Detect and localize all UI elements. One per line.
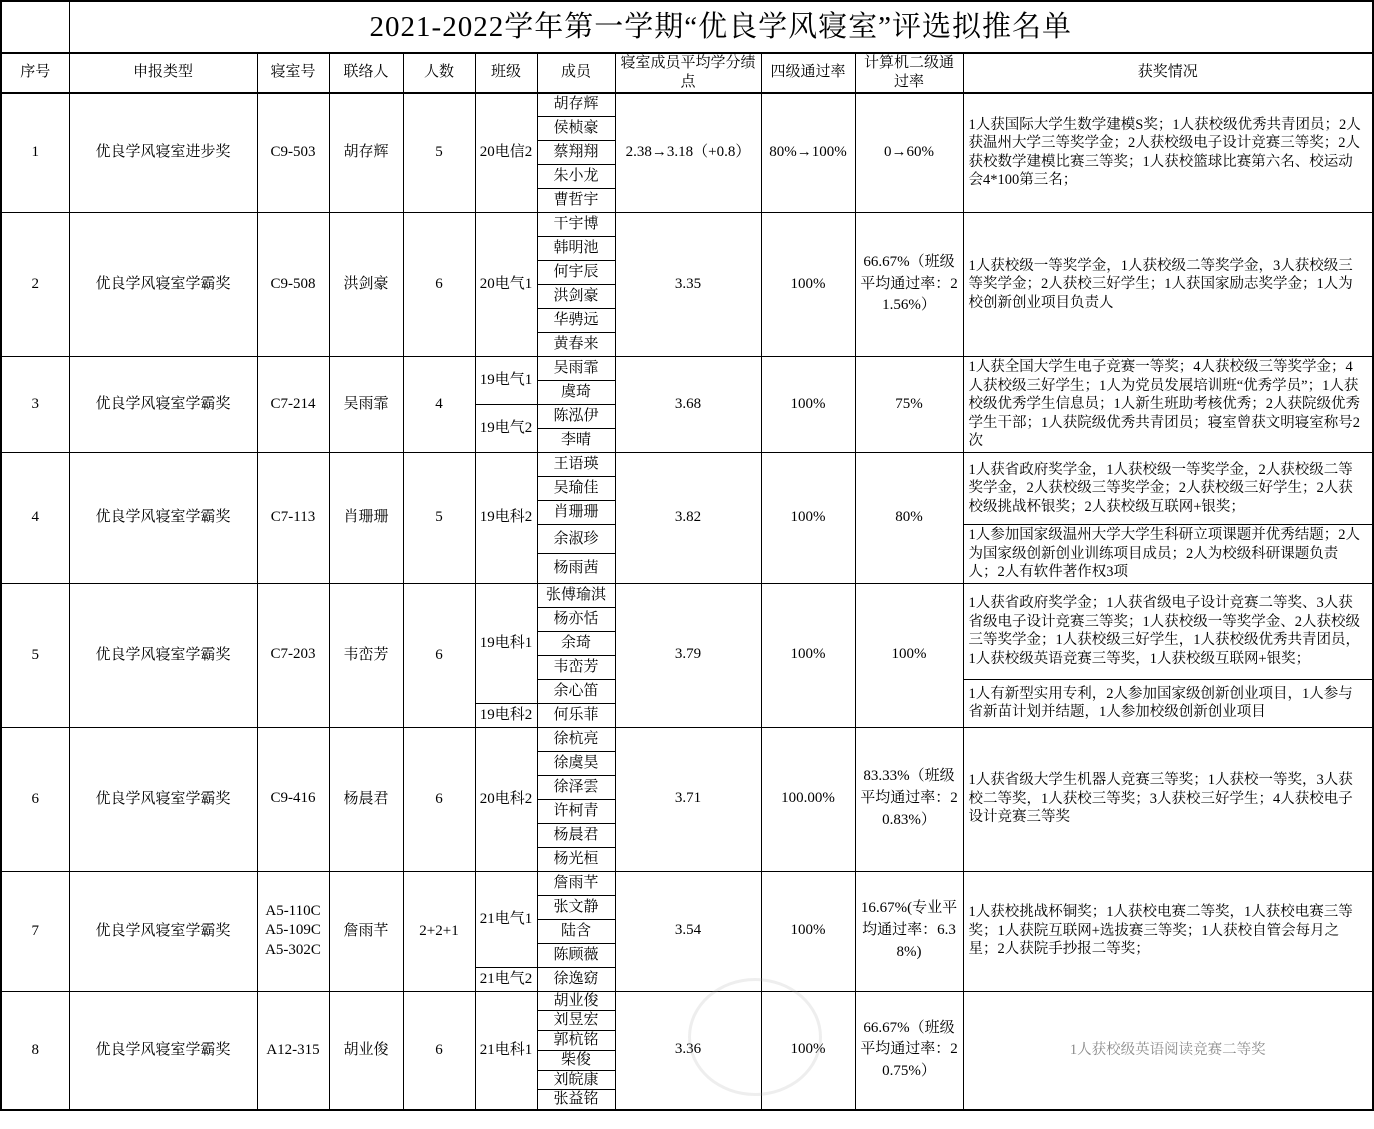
title-empty-cell (1, 1, 69, 53)
title-row (1, 1, 1373, 53)
member-cell: 洪剑豪 (537, 285, 615, 309)
count-cell: 5 (403, 453, 475, 584)
column-header-0: 序号 (1, 53, 69, 93)
seq-cell: 6 (1, 727, 69, 871)
contact-cell: 吴雨霏 (329, 357, 403, 453)
contact-cell: 詹雨芊 (329, 871, 403, 991)
computer-cell: 66.67%（班级平均通过率：21.56%） (855, 213, 963, 357)
member-cell: 杨光桓 (537, 847, 615, 871)
member-cell: 郭杭铭 (537, 1031, 615, 1051)
computer-cell: 75% (855, 357, 963, 453)
column-header-10: 获奖情况 (963, 53, 1373, 93)
member-cell: 吴雨霏 (537, 357, 615, 381)
class-cell: 20电信2 (475, 93, 537, 213)
awards-cell: 1人获校级一等奖学金，1人获校级二等奖学金，3人获校级三等奖学金；2人获校三好学生；1人获国家励志奖学金；1人为校创新创业项目负责人 (963, 213, 1373, 357)
count-cell: 6 (403, 727, 475, 871)
awards-cell: 1人获省级大学生机器人竞赛三等奖；1人获校一等奖，3人获校二等奖，1人获校三等奖；3人获校三好学生；4人获校电子设计竞赛三等奖 (963, 727, 1373, 871)
seq-cell: 8 (1, 991, 69, 1110)
member-cell: 肖珊珊 (537, 501, 615, 525)
awards-cell: 1人获省政府奖学金；1人获省级电子设计竞赛二等奖、3人获省级电子设计竞赛三等奖；1人获校级一等奖学金、2人获校级三等奖学金；1人获校级三好学生，1人获校级优秀共青团员，1人获校级英语竞赛三等奖，1人获校级互联网+银奖； (963, 583, 1373, 679)
type-cell: 优良学风寝室学霸奖 (69, 583, 257, 727)
member-cell: 张益铭 (537, 1090, 615, 1110)
member-cell: 杨亦恬 (537, 607, 615, 631)
member-row (1, 357, 1373, 381)
type-cell: 优良学风寝室学霸奖 (69, 991, 257, 1110)
member-cell: 何宇辰 (537, 261, 615, 285)
member-row (1, 727, 1373, 751)
column-header-4: 人数 (403, 53, 475, 93)
member-cell: 许柯青 (537, 799, 615, 823)
member-cell: 刘皖康 (537, 1070, 615, 1090)
computer-cell: 16.67%(专业平均通过率：6.38%) (855, 871, 963, 991)
contact-cell: 杨晨君 (329, 727, 403, 871)
cet4-cell: 100% (761, 357, 855, 453)
member-cell: 徐泽雲 (537, 775, 615, 799)
room-cell: C7-214 (257, 357, 329, 453)
gpa-cell: 3.71 (615, 727, 761, 871)
class-cell: 21电气2 (475, 967, 537, 991)
member-cell: 陆含 (537, 919, 615, 943)
cet4-cell: 100% (761, 583, 855, 727)
gpa-cell: 3.68 (615, 357, 761, 453)
column-header-5: 班级 (475, 53, 537, 93)
member-cell: 干宇博 (537, 213, 615, 237)
member-row (1, 583, 1373, 607)
class-cell: 21电气1 (475, 871, 537, 967)
member-cell: 张文静 (537, 895, 615, 919)
type-cell: 优良学风寝室进步奖 (69, 93, 257, 213)
awards-cell: 1人获省政府奖学金，1人获校级一等奖学金，2人获校级二等奖学金，2人获校级三等奖学金；2人获校级三好学生；2人获校级挑战杯银奖；2人获校级互联网+银奖； (963, 453, 1373, 525)
member-cell: 刘昱宏 (537, 1011, 615, 1031)
cet4-cell: 80%→100% (761, 93, 855, 213)
computer-cell: 0→60% (855, 93, 963, 213)
class-cell: 19电科2 (475, 453, 537, 584)
page-title: 2021-2022学年第一学期“优良学风寝室”评选拟推名单 (69, 1, 1373, 53)
count-cell: 5 (403, 93, 475, 213)
table-head (1, 1, 1373, 93)
column-header-9: 计算机二级通过率 (855, 53, 963, 93)
member-cell: 柴俊 (537, 1050, 615, 1070)
member-cell: 吴瑜佳 (537, 477, 615, 501)
member-cell: 华骋远 (537, 309, 615, 333)
computer-cell: 80% (855, 453, 963, 584)
column-header-8: 四级通过率 (761, 53, 855, 93)
member-cell: 曹哲宇 (537, 189, 615, 213)
member-cell: 韦峦芳 (537, 655, 615, 679)
computer-cell: 100% (855, 583, 963, 727)
header-row (1, 53, 1373, 93)
awards-cell: 1人有新型实用专利，2人参加国家级创新创业项目，1人参与省新苗计划并结题，1人参加校级创新创业项目 (963, 679, 1373, 727)
class-cell: 19电气2 (475, 405, 537, 453)
gpa-cell: 3.82 (615, 453, 761, 584)
cet4-cell: 100% (761, 453, 855, 584)
room-cell: A12-315 (257, 991, 329, 1110)
class-cell: 19电科1 (475, 583, 537, 703)
gpa-cell: 3.35 (615, 213, 761, 357)
member-cell: 余淑珍 (537, 525, 615, 554)
class-cell: 19电科2 (475, 703, 537, 727)
gpa-cell: 2.38→3.18（+0.8） (615, 93, 761, 213)
column-header-1: 申报类型 (69, 53, 257, 93)
type-cell: 优良学风寝室学霸奖 (69, 727, 257, 871)
member-row (1, 93, 1373, 117)
awards-cell: 1人获全国大学生电子竞赛一等奖；4人获校级三等奖学金；4人获校级三好学生；1人为党员发展培训班“优秀学员”；1人获校级优秀学生信息员；1人新生班助考核优秀；2人获院级优秀学生干部；1人获院级优秀共青团员；寝室曾获文明寝室称号2次 (963, 357, 1373, 453)
member-row (1, 453, 1373, 477)
gpa-cell: 3.54 (615, 871, 761, 991)
cet4-cell: 100% (761, 871, 855, 991)
awards-cell: 1人获校挑战杯铜奖；1人获校电赛二等奖，1人获校电赛三等奖；1人获院互联网+选拔赛三等奖；1人获校自管会每月之星；2人获院手抄报二等奖； (963, 871, 1373, 991)
type-cell: 优良学风寝室学霸奖 (69, 453, 257, 584)
table-body (1, 93, 1373, 1111)
room-cell: C9-416 (257, 727, 329, 871)
room-cell: C9-508 (257, 213, 329, 357)
gpa-cell: 3.79 (615, 583, 761, 727)
count-cell: 6 (403, 583, 475, 727)
type-cell: 优良学风寝室学霸奖 (69, 357, 257, 453)
class-cell: 20电气1 (475, 213, 537, 357)
seq-cell: 3 (1, 357, 69, 453)
room-cell: C7-113 (257, 453, 329, 584)
count-cell: 6 (403, 991, 475, 1110)
member-cell: 王语瑛 (537, 453, 615, 477)
room-cell: C9-503 (257, 93, 329, 213)
cet4-cell: 100% (761, 991, 855, 1110)
member-cell: 韩明池 (537, 237, 615, 261)
computer-cell: 83.33%（班级平均通过率：20.83%） (855, 727, 963, 871)
member-cell: 胡存辉 (537, 93, 615, 117)
seq-cell: 1 (1, 93, 69, 213)
count-cell: 4 (403, 357, 475, 453)
class-cell: 19电气1 (475, 357, 537, 405)
member-cell: 黄春来 (537, 333, 615, 357)
column-header-2: 寝室号 (257, 53, 329, 93)
contact-cell: 胡存辉 (329, 93, 403, 213)
column-header-3: 联络人 (329, 53, 403, 93)
member-cell: 胡业俊 (537, 991, 615, 1011)
member-cell: 蔡翔翔 (537, 141, 615, 165)
awards-cell: 1人获校级英语阅读竞赛二等奖 (963, 991, 1373, 1110)
cet4-cell: 100.00% (761, 727, 855, 871)
seq-cell: 4 (1, 453, 69, 584)
contact-cell: 韦峦芳 (329, 583, 403, 727)
column-header-6: 成员 (537, 53, 615, 93)
count-cell: 6 (403, 213, 475, 357)
gpa-cell: 3.36 (615, 991, 761, 1110)
member-cell: 徐逸窈 (537, 967, 615, 991)
member-cell: 杨雨茜 (537, 554, 615, 583)
contact-cell: 胡业俊 (329, 991, 403, 1110)
type-cell: 优良学风寝室学霸奖 (69, 213, 257, 357)
member-cell: 侯桢豪 (537, 117, 615, 141)
cet4-cell: 100% (761, 213, 855, 357)
member-cell: 詹雨芊 (537, 871, 615, 895)
member-cell: 张傅瑜淇 (537, 583, 615, 607)
member-cell: 余琦 (537, 631, 615, 655)
count-cell: 2+2+1 (403, 871, 475, 991)
seq-cell: 2 (1, 213, 69, 357)
class-cell: 21电科1 (475, 991, 537, 1110)
room-cell: C7-203 (257, 583, 329, 727)
member-cell: 李晴 (537, 429, 615, 453)
member-cell: 何乐菲 (537, 703, 615, 727)
member-cell: 虞琦 (537, 381, 615, 405)
member-cell: 徐虞昊 (537, 751, 615, 775)
room-cell: A5-110C A5-109C A5-302C (257, 871, 329, 991)
seq-cell: 5 (1, 583, 69, 727)
member-row (1, 871, 1373, 895)
member-cell: 杨晨君 (537, 823, 615, 847)
member-cell: 余心笛 (537, 679, 615, 703)
class-cell: 20电科2 (475, 727, 537, 871)
member-cell: 徐杭亮 (537, 727, 615, 751)
contact-cell: 肖珊珊 (329, 453, 403, 584)
seq-cell: 7 (1, 871, 69, 991)
member-cell: 朱小龙 (537, 165, 615, 189)
type-cell: 优良学风寝室学霸奖 (69, 871, 257, 991)
awards-cell: 1人参加国家级温州大学大学生科研立项课题并优秀结题；2人为国家级创新创业训练项目成员；2人为校级科研课题负责人；2人有软件著作权3项 (963, 525, 1373, 584)
member-row (1, 991, 1373, 1011)
contact-cell: 洪剑豪 (329, 213, 403, 357)
column-header-7: 寝室成员平均学分绩点 (615, 53, 761, 93)
member-row (1, 213, 1373, 237)
computer-cell: 66.67%（班级平均通过率：20.75%） (855, 991, 963, 1110)
member-cell: 陈顾薇 (537, 943, 615, 967)
member-cell: 陈泓伊 (537, 405, 615, 429)
awards-cell: 1人获国际大学生数学建模S奖；1人获校级优秀共青团员；2人获温州大学三等奖学金；2人获校级电子设计竞赛三等奖；2人获校数学建模比赛三等奖；1人获校篮球比赛第六名、校运动会4*100第三名； (963, 93, 1373, 213)
